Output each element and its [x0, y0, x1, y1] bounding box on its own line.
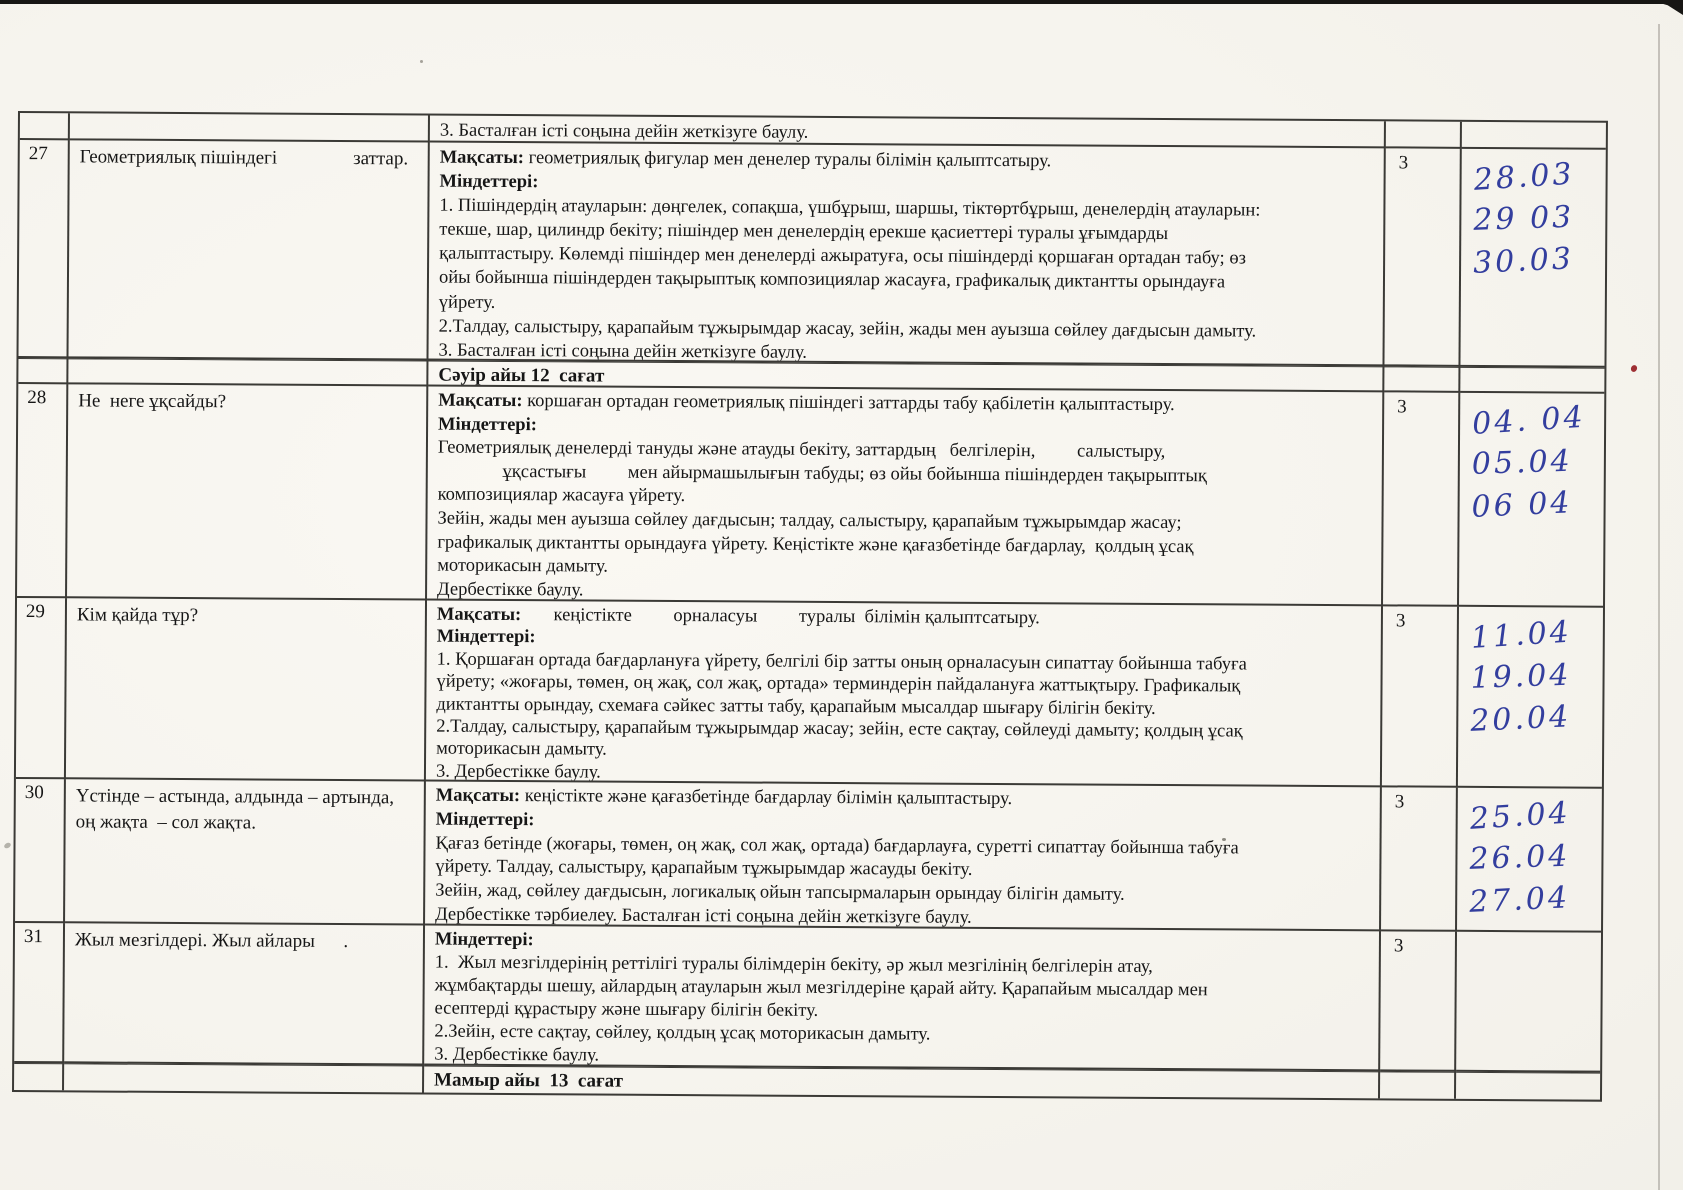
goals-paragraph: Дербестікке баулу. — [437, 579, 584, 601]
topic-cell — [68, 358, 428, 386]
topic-cell — [64, 1063, 424, 1092]
dates-cell — [1462, 122, 1606, 150]
handwritten-date: 26.04 — [1468, 838, 1571, 877]
goals-paragraph: Зейін, жад, сөйлеу дағдысын, логикалық ойын тапсырмаларын орындау білігін дамыту. — [435, 880, 1125, 905]
goals-paragraph: 3. Дербестікке баулу. — [435, 761, 601, 783]
goals-paragraph: Міндеттері: — [434, 929, 534, 951]
dates-cell — [1457, 788, 1602, 933]
goals-paragraph: Мақсаты: коршаған ортадан геометриялық пішіндегі заттарды табу қабілетін қалыптастыру. — [438, 390, 1175, 416]
handwritten-date: 25.04 — [1468, 795, 1572, 837]
goals-paragraph: Дербестікке тәрбиелеу. Басталған істі соңына дейін жеткізуге баулу. — [435, 904, 972, 928]
table-row — [18, 140, 1605, 368]
goals-paragraph: 3. Дербестікке баулу. — [434, 1044, 600, 1066]
hours-cell — [1380, 1071, 1456, 1098]
section-title: Сәуір айы 12 сағат — [438, 364, 605, 387]
dates-cell — [1460, 149, 1605, 368]
section-title: Мамыр айы 13 сағат — [434, 1069, 624, 1092]
goals-paragraph: 3. Басталған істі соңына дейін жеткізуге баулу. — [439, 120, 809, 143]
hours-cell — [1384, 366, 1460, 392]
handwritten-date: 30.03 — [1472, 241, 1575, 281]
goals-cell — [425, 782, 1382, 932]
row-number-cell: 28 — [17, 384, 68, 598]
handwritten-date: 20.04 — [1469, 699, 1572, 739]
hours-cell: 3 — [1380, 931, 1457, 1071]
row-number-cell: 27 — [18, 140, 69, 358]
handwritten-date: 28.03 — [1472, 156, 1576, 198]
topic-cell: Жыл мезгілдері. Жыл айлары . — [64, 923, 425, 1065]
goals-cell — [427, 387, 1384, 607]
goals-cell — [428, 143, 1385, 367]
handwritten-date: 19.04 — [1469, 657, 1572, 696]
goals-cell — [424, 926, 1381, 1072]
scan-speck — [1630, 364, 1638, 373]
hours-cell: 3 — [1383, 392, 1460, 606]
goals-paragraph: 2.Зейін, есте сақтау, сөйлеу, қолдың ұсақ моторикасын дамыту. — [434, 1021, 931, 1045]
dates-cell — [1460, 367, 1604, 394]
goals-paragraph: Міндеттері: — [439, 171, 539, 193]
topic-cell: Үстінде – астында, алдында – артында, оң жақта – сол жақта. — [65, 779, 426, 925]
hours-cell — [1386, 121, 1462, 148]
goals-paragraph: Мақсаты: кеңістікте орналасуы туралы білімін қалыптсатыру. — [436, 604, 1040, 629]
hours-cell: 3 — [1381, 787, 1458, 931]
scan-speck — [3, 842, 12, 850]
handwritten-date: 05.04 — [1471, 443, 1574, 482]
row-number-cell — [14, 1063, 64, 1090]
handwritten-date: 29 03 — [1472, 199, 1575, 238]
goals-paragraph: 3. Басталған істі соңына дейін жеткізуге баулу. — [438, 340, 808, 363]
lesson-plan-table — [12, 111, 1608, 1102]
handwritten-date: 06 04 — [1470, 485, 1574, 525]
topic-cell: Геометриялық пішіндегі заттар. — [68, 140, 429, 360]
goals-paragraph: Зейін, жады мен ауызша сөйлеу дағдысын; талдау, салыстыру, қарапайым тұжырымдар жасау; графикалық диктантты орындауға үйрету. Кеңістікте және қағазбетінде бағдарлау, қолдың ұсақ моторикасын дамыту. — [437, 508, 1194, 577]
goals-paragraph: Мақсаты: геометриялық фигулар мен денелер туралы білімін қалыптсатыру. — [439, 147, 1052, 172]
table-row — [14, 923, 1601, 1073]
row-number-cell — [18, 358, 68, 384]
goals-cell — [424, 1065, 1380, 1098]
scan-speck — [420, 60, 423, 63]
dates-cell — [1459, 393, 1604, 608]
handwritten-date: 11.04 — [1469, 614, 1573, 656]
topic-cell: Не неге ұқсайды? — [67, 384, 428, 600]
handwritten-date: 27.04 — [1468, 880, 1571, 920]
goals-paragraph: Геометриялық денелерді тануды және атауды бекіту, заттардың белгілерін, салыстыру, ұқсастығы мен айырмашылығын табуды; өз ойы бойынша пішіндерден тақырыптық композициялар жасауға үйрету. — [437, 437, 1207, 507]
goals-paragraph: 1. Қоршаған ортада бағдарлануға үйрету, белгілі бір затты оның орналасуын сипаттау бойынша табуға үйрету; «жоғары, төмен, оң жақ, сол жақ, ортада» терминдерін пайдалануға жаттықтыру. Графикалық диктантты орындау, схемаға сәйкес затты табу, қарапайым мысалдар шығару білігін бекіту. — [436, 649, 1247, 719]
goals-paragraph: Қағаз бетінде (жоғары, төмен, оң жақ, сол жақ, ортада) бағдарлауға, суретті сипаттау бойынша табуға үйрету. Талдау, салыстыру, қарапайым тұжырымдар жасауды бекіту. — [435, 833, 1239, 881]
topic-cell: Кім қайда тұр? — [66, 598, 427, 781]
row-number-cell: 29 — [16, 598, 67, 779]
topic-cell — [70, 113, 430, 142]
goals-paragraph: Міндеттері: — [436, 626, 536, 648]
dates-cell — [1458, 607, 1603, 789]
lesson-plan-table-wrap — [12, 111, 1608, 1102]
page-edge-shadow — [1658, 24, 1660, 1190]
goals-paragraph: 2.Талдау, салыстыру, қарапайым тұжырымдар жасау, зейін, жады мен ауызша сөйлеу дағдысын дамыту. — [438, 316, 1257, 342]
goals-paragraph: 2.Талдау, салыстыру, қарапайым тұжырымдар жасау; зейін, есте сақтау, сөйлеуді дамыту; қолдың ұсақ моторикасын дамыту. — [436, 716, 1243, 761]
scan-edge-top — [0, 0, 1683, 4]
goals-paragraph: Мақсаты: кеңістікте және қағазбетінде бағдарлау білімін қалыптастыру. — [435, 785, 1013, 810]
dates-cell — [1456, 1072, 1600, 1100]
hours-cell: 3 — [1382, 606, 1459, 787]
goals-paragraph: Міндеттері: — [435, 809, 535, 830]
goals-cell — [426, 601, 1383, 788]
goals-paragraph: 1. Пішіндердің атауларын: дөңгелек, сопақша, үшбұрыш, шаршы, тіктөртбұрыш, денелердің атауларын: текше, шар, цилиндр бекіту; пішіндер мен денелердің ерекше қасиеттері туралы ұғымдарды қалыптастыру. Көлемді пішіндер мен денелерді ажыратуға, осы пішіндерді қоршаған ортадан табу; өз ойы бойынша пішіндерден тақырыптық композициялар жасауға, графикалық диктантты орындауға үйрету. — [438, 195, 1261, 313]
handwritten-date: 04. 04 — [1471, 399, 1587, 442]
table-row — [17, 384, 1604, 608]
goals-paragraph: 1. Жыл мезгілдерінің реттілігі туралы білімдерін бекіту, әр жыл мезгілінің белгілерін атау, жұмбақтарды шешу, айлардың атауларын жыл мезгілдеріне қарай айту. Қарапайым мысалдар мен есептерді құрастыру және шығару білігін бекіту. — [434, 952, 1208, 1021]
table-row — [16, 598, 1603, 789]
row-number-cell: 31 — [14, 923, 65, 1063]
row-number-cell — [20, 113, 70, 140]
row-number-cell: 30 — [15, 779, 66, 923]
goals-paragraph: Міндеттері: — [438, 414, 537, 435]
dates-cell — [1456, 932, 1601, 1073]
hours-cell: 3 — [1384, 148, 1461, 366]
table-row — [15, 779, 1602, 933]
